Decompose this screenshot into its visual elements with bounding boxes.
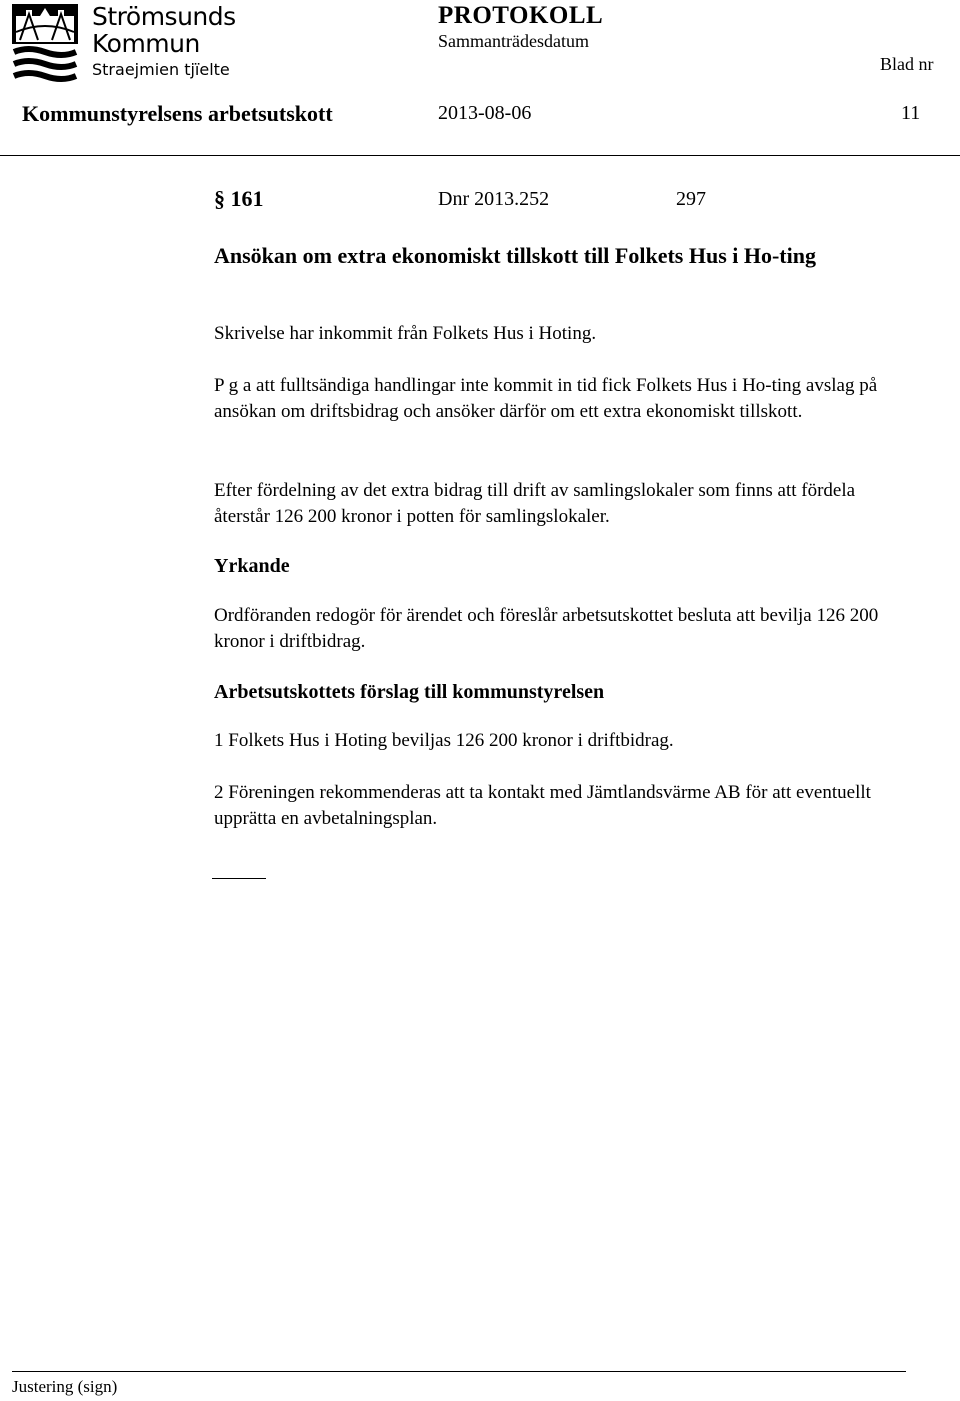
footer-divider: [12, 1371, 906, 1372]
document-type: PROTOKOLL: [438, 2, 604, 29]
bridge-logo-icon: [12, 2, 78, 88]
diary-code: 297: [676, 188, 706, 210]
paragraph-4: Ordföranden redogör för ärendet och föreslår arbetsutskottet besluta att bevilja 126 200 kronor i driftbidrag.: [214, 605, 879, 652]
meeting-date: 2013-08-06: [438, 102, 532, 124]
paragraph-1: Skrivelse har inkommit från Folkets Hus i Hoting.: [214, 323, 597, 344]
page-number-label: Blad nr: [880, 54, 934, 74]
paragraph-number: § 161: [214, 186, 264, 211]
yrkande-heading: Yrkande: [214, 555, 290, 577]
signature-label: Justering (sign): [12, 1377, 118, 1396]
logo-line-1: Strömsunds: [92, 2, 236, 31]
logo-line-3: Straejmien tjïelte: [92, 60, 230, 79]
diary-number: Dnr 2013.252: [438, 188, 550, 210]
municipality-logo: [12, 2, 242, 88]
committee-name: Kommunstyrelsens arbetsutskott: [22, 101, 333, 126]
section-title: Ansökan om extra ekonomiskt tillskott till Folkets Hus i Ho-ting: [214, 243, 816, 268]
paragraph-2: P g a att fulltsändiga handlingar inte kommit in tid fick Folkets Hus i Ho-ting avslag på ansökan om driftsbidrag och ansöker därför om ett extra ekonomiskt tillskott.: [214, 375, 878, 422]
page-number: 11: [901, 102, 921, 124]
proposal-item-2: 2 Föreningen rekommenderas att ta kontakt med Jämtlandsvärme AB för att eventuellt upprätta en avbetalningsplan.: [214, 782, 871, 829]
section-end-rule: [212, 878, 266, 879]
paragraph-3: Efter fördelning av det extra bidrag till drift av samlingslokaler som finns att fördela återstår 126 200 kronor i potten för samlingslokaler.: [214, 480, 856, 527]
header-divider: [0, 155, 960, 156]
proposal-heading: Arbetsutskottets förslag till kommunstyrelsen: [214, 681, 605, 703]
proposal-item-1: 1 Folkets Hus i Hoting beviljas 126 200 kronor i driftbidrag.: [214, 730, 674, 751]
meeting-date-label: Sammanträdesdatum: [438, 31, 589, 51]
logo-line-2: Kommun: [92, 29, 200, 58]
